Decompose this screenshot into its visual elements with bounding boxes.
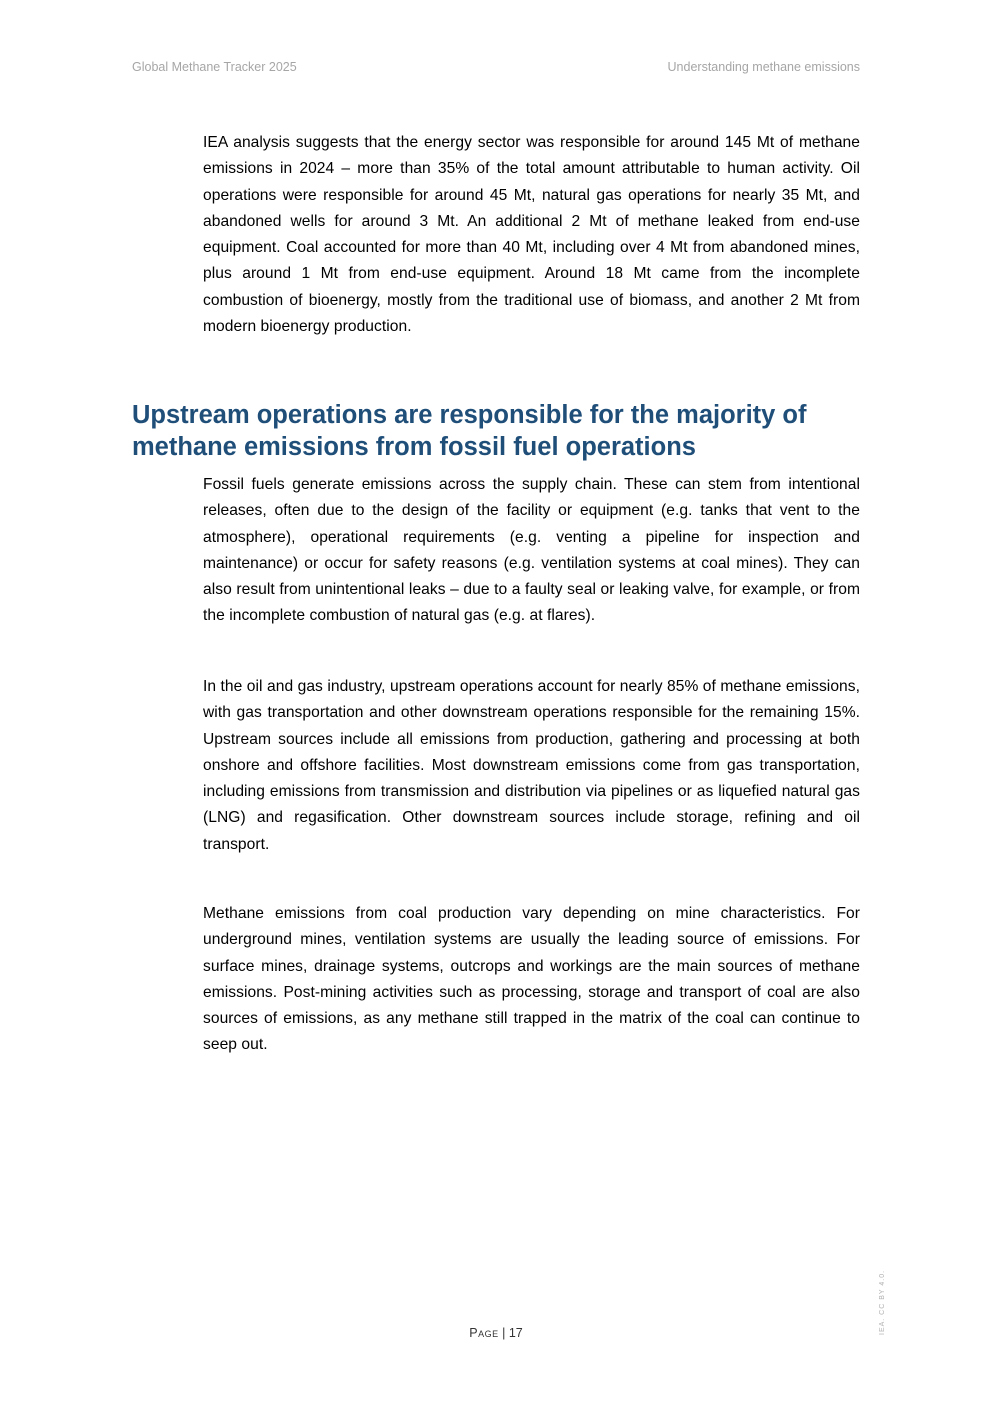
running-header [132, 59, 860, 75]
section-heading: Upstream operations are responsible for the majority of methane emissions from fossil fuel operations [132, 401, 807, 461]
page-label: Page [469, 1326, 499, 1340]
body-paragraph-supply-chain: Fossil fuels generate emissions across the supply chain. These can stem from intentional releases, often due to the design of the facility or equipment (e.g. tanks that vent to the atmosphere), operational requirements (e.g. venting a pipeline for inspection and maintenance) or occur for safety reasons (e.g. ventilation systems at coal mines). They can also result from unintentional leaks – due to a faulty seal or leaking valve, for example, or from the incomplete combustion of natural gas (e.g. at flares). [203, 476, 860, 625]
body-paragraph-energy-sector: IEA analysis suggests that the energy sector was responsible for around 145 Mt of methane emissions in 2024 – more than 35% of the total amount attributable to human activity. Oil operations were responsible for around 45 Mt, natural gas operations for nearly 35 Mt, and abandoned wells for around 3 Mt. An additional 2 Mt of methane leaked from end-use equipment. Coal accounted for more than 40 Mt, including over 4 Mt from abandoned mines, plus around 1 Mt from end-use equipment. Around 18 Mt came from the incomplete combustion of bioenergy, mostly from the traditional use of biomass, and another 2 Mt from modern bioenergy production. [203, 134, 860, 336]
page-number: 17 [508, 1326, 523, 1340]
page-separator: | [502, 1326, 506, 1340]
body-paragraph-coal: Methane emissions from coal production vary depending on mine characteristics. For underground mines, ventilation systems are usually the leading source of emissions. For surface mines, drainage systems, outcrops and workings are the main sources of methane emissions. Post-mining activities such as processing, storage and transport of coal are also sources of emissions, as any methane still trapped in the matrix of the coal can continue to seep out. [203, 905, 860, 1054]
header-report-title: Global Methane Tracker 2025 [132, 60, 297, 74]
license-notice: IEA. CC BY 4.0. [879, 1269, 886, 1335]
header-chapter-title: Understanding methane emissions [667, 60, 860, 74]
page-footer [0, 1326, 992, 1340]
body-paragraph-oil-gas: In the oil and gas industry, upstream operations account for nearly 85% of methane emissions, with gas transportation and other downstream operations responsible for the remaining 15%. Upstream sources include all emissions from production, gathering and processing at both onshore and offshore facilities. Most downstream emissions come from gas transportation, including emissions from transmission and distribution via pipelines or as liquefied natural gas (LNG) and regasification. Other downstream sources include storage, refining and oil transport. [203, 678, 860, 853]
